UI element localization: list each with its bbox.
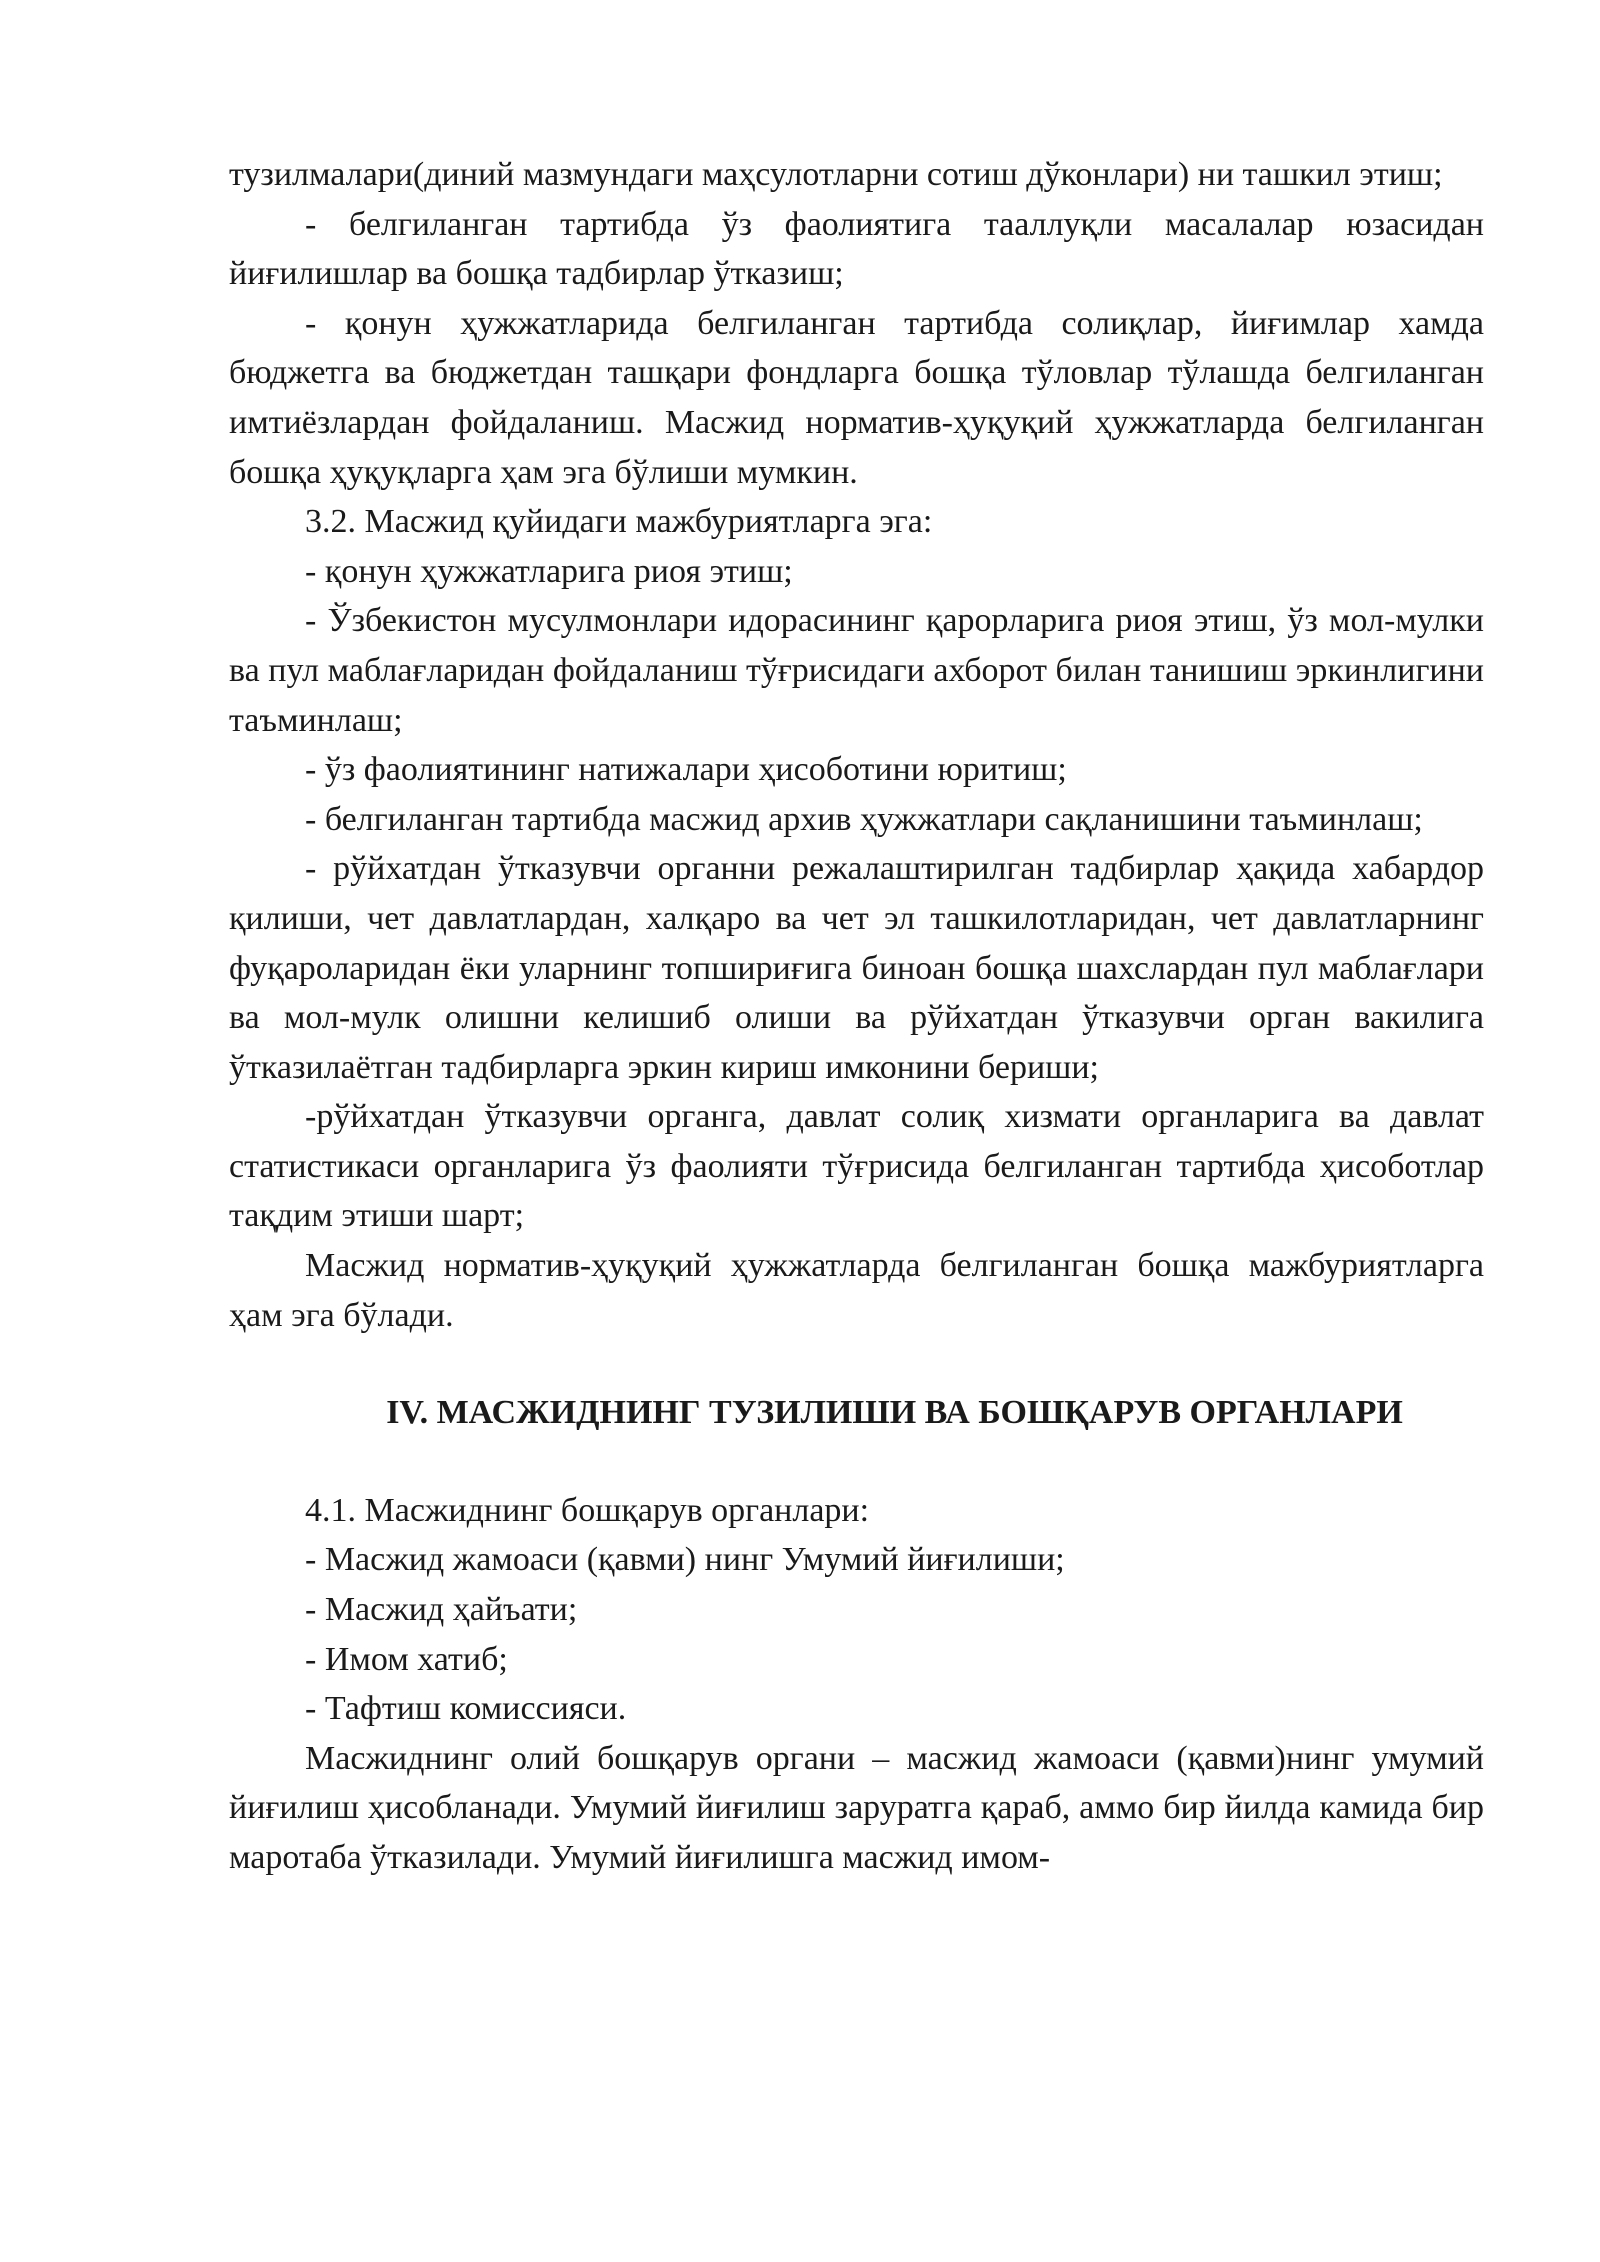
paragraph-supreme-body: Масжиднинг олий бошқарув органи – масжид жамоаси (қавми)нинг умумий йиғилиш ҳисобланади. Умумий йиғилиш заруратга қараб, аммо бир йилда камида бир маротаба ўтказилади. Умумий йиғилишга масжид имом- — [229, 1739, 1484, 1876]
paragraph-obligation-statistics: -рўйхатдан ўтказувчи органга, давлат солиқ хизмати органларига ва давлат статистикаси органларига ўз фаолияти тўғрисида белгиланган тартибда ҳисоботлар тақдим этиши шарт; — [229, 1098, 1484, 1235]
paragraph-obligation-law: - қонун ҳужжатларига риоя этиш; — [305, 552, 793, 590]
section-heading: IV. МАСЖИДНИНГ ТУЗИЛИШИ ВА БОШҚАРУВ ОРГАНЛАРИ — [386, 1394, 1403, 1432]
paragraph-other-obligations: Масжид норматив-ҳуқуқий ҳужжатларда белгиланган бошқа мажбуриятларга ҳам эга бўлади. — [229, 1247, 1484, 1334]
paragraph-continuation: тузилмалари(диний мазмундаги маҳсулотларни сотиш дўконлари) ни ташкил этиш; — [229, 156, 1443, 193]
paragraph-obligation-reports: - ўз фаолиятининг натижалари ҳисоботини юритиш; — [305, 751, 1067, 789]
paragraph-rights-meetings: - белгиланган тартибда ўз фаолиятига тааллуқли масалалар юзасидан йиғилишлар ва бошқа тадбирлар ўтказиш; — [229, 205, 1484, 293]
paragraph-rights-tax-benefits: - қонун ҳужжатларида белгиланган тартибда солиқлар, йиғимлар хамда бюджетга ва бюджетдан ташқари фондларга бошқа тўловлар тўлашда белгиланган имтиёзлардан фойдаланиш. Масжид норматив-ҳуқуқий ҳужжатларда белгиланган бошқа ҳуқуқларга ҳам эга бўлиши мумкин. — [229, 304, 1484, 491]
paragraph-obligation-archive: - белгиланган тартибда масжид архив ҳужжатлари сақланишини таъминлаш; — [305, 800, 1423, 838]
paragraph-governance-intro: 4.1. Масжиднинг бошқарув органлари: — [305, 1491, 870, 1529]
paragraph-obligation-registration: - рўйхатдан ўтказувчи органни режалаштирилган тадбирлар ҳақида хабардор қилиши, чет давлатлардан, халқаро ва чет эл ташкилотларидан, чет давлатларнинг фуқароларидан ёки уларнинг топшириғига биноан бошқа шахслардан пул маблағлари ва мол-мулк олишни келишиб олиши ва рўйхатдан ўтказувчи орган вакилига ўтказилаётган тадбирларга эркин кириш имконини бериши; — [229, 850, 1484, 1086]
paragraph-obligations-intro: 3.2. Масжид қуйидаги мажбуриятларга эга: — [305, 503, 933, 541]
document-body — [229, 150, 1484, 1883]
list-item-general-meeting: - Масжид жамоаси (қавми) нинг Умумий йиғилиши; — [305, 1541, 1065, 1579]
list-item-board: - Масжид ҳайъати; — [305, 1591, 578, 1629]
list-item-audit-commission: - Тафтиш комиссияси. — [305, 1690, 627, 1728]
paragraph-obligation-decisions: - Ўзбекистон мусулмонлари идорасининг қарорларига риоя этиш, ўз мол-мулки ва пул маблағларидан фойдаланиш тўғрисидаги ахборот билан танишиш эркинлигини таъминлаш; — [229, 602, 1484, 739]
list-item-imam: - Имом хатиб; — [305, 1640, 508, 1678]
